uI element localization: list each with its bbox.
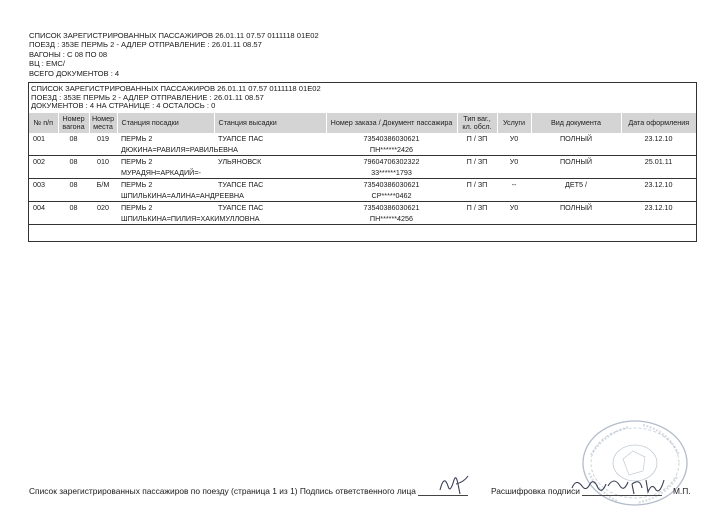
col-header-to: Станция высадки — [214, 113, 326, 133]
cell-services: У0 — [509, 203, 519, 212]
cell-to: ТУАПСЕ ПАС — [218, 203, 264, 212]
cell-seat: Б/М — [96, 180, 110, 189]
col-header-order: Номер заказа / Документ пассажира — [326, 113, 457, 133]
cell-class: П / ЗП — [466, 180, 488, 189]
box-header-line: СПИСОК ЗАРЕГИСТРИРОВАННЫХ ПАССАЖИРОВ 26.01.11 07.57 0111118 01Е02 — [31, 84, 321, 93]
cell-passenger-name: ШПИЛЬКИНА=ПИЛИЯ=ХАКИМУЛЛОВНА — [117, 213, 326, 225]
top-header-line: СПИСОК ЗАРЕГИСТРИРОВАННЫХ ПАССАЖИРОВ 26.01.11 07.57 0111118 01Е02 — [29, 31, 319, 40]
cell-car: 08 — [69, 134, 78, 143]
col-header-num: № п/п — [29, 113, 58, 133]
cell-class: П / ЗП — [466, 134, 488, 143]
cell-order: 73540386030621 — [363, 180, 420, 189]
cell-num: 004 — [33, 203, 45, 212]
footer-list-text: Список зарегистрированных пассажиров по поезду (страница 1 из 1) Подпись ответственного лица — [29, 486, 416, 496]
handwritten-signature — [436, 470, 472, 500]
cell-seat: 020 — [97, 203, 109, 212]
cell-passenger-name: МУРАДЯН=АРКАДИЙ=- — [117, 167, 326, 179]
cell-passenger-name: ШПИЛЬКИНА=АЛИНА=АНДРЕЕВНА — [117, 190, 326, 202]
cell-doc-type: ДЕТ5 / — [564, 180, 588, 189]
col-header-services: Услуги — [497, 113, 531, 133]
cell-class: П / ЗП — [466, 157, 488, 166]
cell-date: 23.12.10 — [644, 180, 673, 189]
cell-order: 79604706302322 — [363, 157, 420, 166]
cell-passenger-doc: 33******1793 — [326, 167, 457, 179]
stamp-place-label: М.П. — [672, 486, 691, 496]
cell-num: 001 — [33, 134, 45, 143]
cell-doc-type: ПОЛНЫЙ — [559, 134, 593, 143]
top-header — [29, 31, 319, 78]
cell-class: П / ЗП — [466, 203, 488, 212]
col-header-class: Тип ваг., кл. обсл. — [457, 113, 497, 133]
cell-services: У0 — [509, 134, 519, 143]
cell-to: ТУАПСЕ ПАС — [218, 180, 264, 189]
top-header-line: ВСЕГО ДОКУМЕНТОВ : 4 — [29, 68, 120, 78]
cell-order: 73540386030621 — [363, 203, 420, 212]
cell-services: У0 — [509, 157, 519, 166]
cell-car: 08 — [69, 180, 78, 189]
table-row-detail — [29, 190, 696, 202]
cell-passenger-doc: СР*****0462 — [326, 190, 457, 202]
handwritten-signature-decode — [568, 472, 668, 500]
table-row — [29, 133, 696, 144]
cell-to: ТУАПСЕ ПАС — [218, 134, 264, 143]
cell-services: -- — [511, 180, 517, 189]
table-header-row — [29, 113, 696, 133]
cell-doc-type: ПОЛНЫЙ — [559, 203, 593, 212]
cell-date: 23.12.10 — [644, 203, 673, 212]
cell-passenger-doc: ПН******4256 — [326, 213, 457, 225]
table-row-detail — [29, 144, 696, 156]
cell-car: 08 — [69, 157, 78, 166]
passenger-table — [29, 113, 696, 225]
cell-passenger-doc: ПН******2426 — [326, 144, 457, 156]
cell-car: 08 — [69, 203, 78, 212]
cell-from: ПЕРМЬ 2 — [121, 203, 153, 212]
box-header — [31, 85, 321, 111]
table-row — [29, 179, 696, 191]
cell-from: ПЕРМЬ 2 — [121, 157, 153, 166]
top-header-line: ПОЕЗД : 353Е ПЕРМЬ 2 - АДЛЕР ОТПРАВЛЕНИЕ : 26.01.11 08.57 — [29, 40, 262, 50]
cell-seat: 019 — [97, 134, 109, 143]
passenger-list-box — [28, 82, 697, 242]
cell-doc-type: ПОЛНЫЙ — [559, 157, 593, 166]
col-header-doc-type: Вид документа — [531, 113, 621, 133]
cell-passenger-name: ДЮКИНА=РАВИЛЯ=РАВИЛЬЕВНА — [117, 144, 326, 156]
cell-num: 003 — [33, 180, 45, 189]
col-header-date: Дата оформления — [621, 113, 696, 133]
table-row-detail — [29, 167, 696, 179]
top-header-line: ВЦ : ЕМС/ — [29, 59, 65, 69]
cell-from: ПЕРМЬ 2 — [121, 180, 153, 189]
col-header-from: Станция посадки — [117, 113, 214, 133]
cell-from: ПЕРМЬ 2 — [121, 134, 153, 143]
cell-num: 002 — [33, 157, 45, 166]
cell-date: 25.01.11 — [644, 157, 673, 166]
table-row-detail — [29, 213, 696, 225]
box-header-line: ДОКУМЕНТОВ : 4 НА СТРАНИЦЕ : 4 ОСТАЛОСЬ : 0 — [31, 101, 216, 111]
top-header-line: ВАГОНЫ : С 08 ПО 08 — [29, 49, 108, 59]
cell-to: УЛЬЯНОВСК — [218, 157, 262, 166]
box-header-line: ПОЕЗД : 353Е ПЕРМЬ 2 - АДЛЕР ОТПРАВЛЕНИЕ : 26.01.11 08.57 — [31, 92, 264, 102]
table-row — [29, 156, 696, 168]
cell-order: 73540386030621 — [363, 134, 420, 143]
table-row — [29, 202, 696, 214]
cell-date: 23.12.10 — [644, 134, 673, 143]
col-header-seat: Номер места — [89, 113, 117, 133]
col-header-car: Номер вагона — [58, 113, 89, 133]
footer-decode-text: Расшифровка подписи — [490, 486, 580, 496]
cell-seat: 010 — [97, 157, 109, 166]
